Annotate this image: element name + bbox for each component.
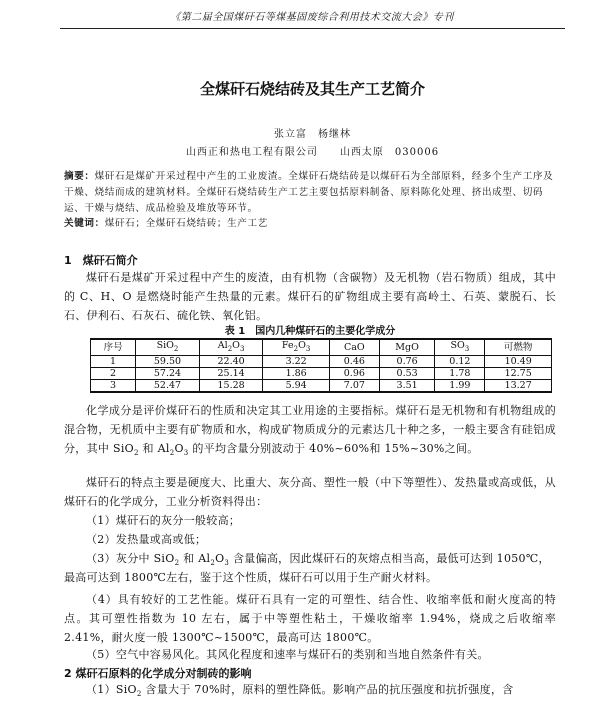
table-row — [91, 379, 552, 392]
keywords-label: 关键词： — [64, 218, 105, 229]
table-cell: 0.96 — [329, 367, 379, 379]
article-title: 全煤矸石烧结砖及其生产工艺简介 — [199, 80, 425, 98]
table-cell: 1.99 — [435, 379, 485, 392]
paragraph-chemical-composition: 化学成分是评价煤矸石的性质和决定其工业用途的主要指标。煤矸石是无机物和有机物组成的混合物，无机质中主要有矿物质和水，构成矿物质成分的元素达几十种之多，一般主要含有硅铝成分，其中 SiO$_2$ 和 $Al_2O_3$ 的平均含量分别波动于 40%~60%和 15%~30%之间。 — [64, 404, 556, 458]
table-cell: 3.22 — [263, 355, 329, 367]
list-item-weathering: （5）空气中容易风化。其风化程度和速率与煤矸石的类别和当地自然条件有关。 — [86, 648, 489, 661]
col-header-al2o3: $Al_2O_3$ — [199, 339, 263, 355]
table-cell: 22.40 — [199, 355, 263, 367]
table-cell: 5.94 — [263, 379, 329, 392]
table-cell: 10.49 — [485, 355, 552, 367]
table-cell: 3 — [91, 379, 136, 392]
col-header-mgo: MgO — [379, 339, 435, 355]
col-header-so3: $SO_3$ — [435, 339, 485, 355]
table-cell: 0.46 — [329, 355, 379, 367]
abstract-text: 煤矸石是煤矿开采过程中产生的工业废渣。全煤矸石烧结砖是以煤矸石为全部原料，经多个生产工序及干燥、烧结而成的建筑材料。全煤矸石烧结砖生产工艺主要包括原料制备、原料陈化处理、挤出成型、切码运、干燥与烧结、成品检验及堆放等环节。 — [64, 171, 554, 214]
paragraph-intro: 煤矸石是煤矿开采过程中产生的废渣，由有机物（含碳物）及无机物（岩石物质）组成，其中的 C、H、O 是燃烧时能产生热量的元素。煤矸石的矿物组成主要有高岭土、石英、蒙脱石、长石、伊利石、石灰石、硫化铁、氧化铝。 — [64, 271, 556, 322]
col-header-combustible: 可燃物 — [485, 339, 552, 355]
table-cell: 3.51 — [379, 379, 435, 392]
table-cell: 0.76 — [379, 355, 435, 367]
composition-table — [90, 338, 552, 393]
table-cell: 1.86 — [263, 367, 329, 379]
table-header-row — [91, 339, 552, 355]
table-cell: 0.12 — [435, 355, 485, 367]
affiliation: 山西正和热电工程有限公司 山西太原 030006 — [185, 147, 440, 158]
table-cell: 15.28 — [199, 379, 263, 392]
list-item-heat: （2）发热量或高或低； — [86, 533, 207, 546]
abstract-label: 摘要： — [64, 171, 95, 182]
list-item-ash: （1）煤矸石的灰分一般较高； — [86, 514, 241, 527]
header-rule — [60, 28, 565, 29]
col-header-fe2o3: $Fe_2O_3$ — [263, 339, 329, 355]
authors: 张立富 杨继林 — [274, 129, 351, 140]
table-cell: 25.14 — [199, 367, 263, 379]
table-cell: 2 — [91, 367, 136, 379]
keywords-text: 煤矸石；全煤矸石烧结砖；生产工艺 — [104, 218, 268, 229]
table-row — [91, 367, 552, 379]
section-heading-1: 1 煤矸石简介 — [64, 254, 138, 267]
list-item-process: （4）具有较好的工艺性能。煤矸石具有一定的可塑性、结合性、收缩率低和耐火度高的特点。其可塑性指数为 10 左右，属于中等塑性粘土，干燥收缩率 1.94%，烧成之后收缩率 2.41%，耐火度一般 1300℃~1500℃，最高可达 1800℃。 — [64, 593, 556, 644]
keywords — [64, 215, 554, 229]
list-item-sio2: （1）SiO$_2$ 含量大于 70%时，原料的塑性降低。影响产品的抗压强度和抗折强度，含 — [86, 683, 514, 699]
table-cell: 59.50 — [136, 355, 200, 367]
section-heading-2: 2 煤矸石原料的化学成分对制砖的影响 — [64, 667, 252, 680]
table-cell: 13.27 — [485, 379, 552, 392]
paragraph-characteristics: 煤矸石的特点主要是硬度大、比重大、灰分高、塑性一般（中下等塑性）、发热量或高或低，从煤矸石的化学成分，工业分析资料得出： — [64, 476, 556, 508]
col-header-sio2: SiO$_2$ — [136, 339, 200, 355]
list-item-composition-cont: 最高可达到 1800℃左右，鉴于这个性质，煤矸石可以用于生产耐火材料。 — [64, 571, 438, 584]
table-cell: 52.47 — [136, 379, 200, 392]
table-cell: 1 — [91, 355, 136, 367]
table-row — [91, 355, 552, 367]
col-header-cao: CaO — [329, 339, 379, 355]
table-cell: 1.78 — [435, 367, 485, 379]
table-cell: 0.53 — [379, 367, 435, 379]
table-cell: 57.24 — [136, 367, 200, 379]
table-cell: 12.75 — [485, 367, 552, 379]
list-item-composition: （3）灰分中 SiO$_2$ 和 $Al_2O_3$ 含量偏高，因此煤矸石的灰熔点相当高，最低可达到 1050℃， — [86, 552, 550, 568]
running-header: 《第二届全国煤矸石等煤基固废综合利用技术交流大会》专刊 — [170, 12, 454, 23]
abstract — [64, 169, 554, 217]
table-cell: 7.07 — [329, 379, 379, 392]
col-header-index: 序号 — [91, 339, 136, 355]
table-caption: 表 1 国内几种煤矸石的主要化学成分 — [224, 326, 396, 337]
